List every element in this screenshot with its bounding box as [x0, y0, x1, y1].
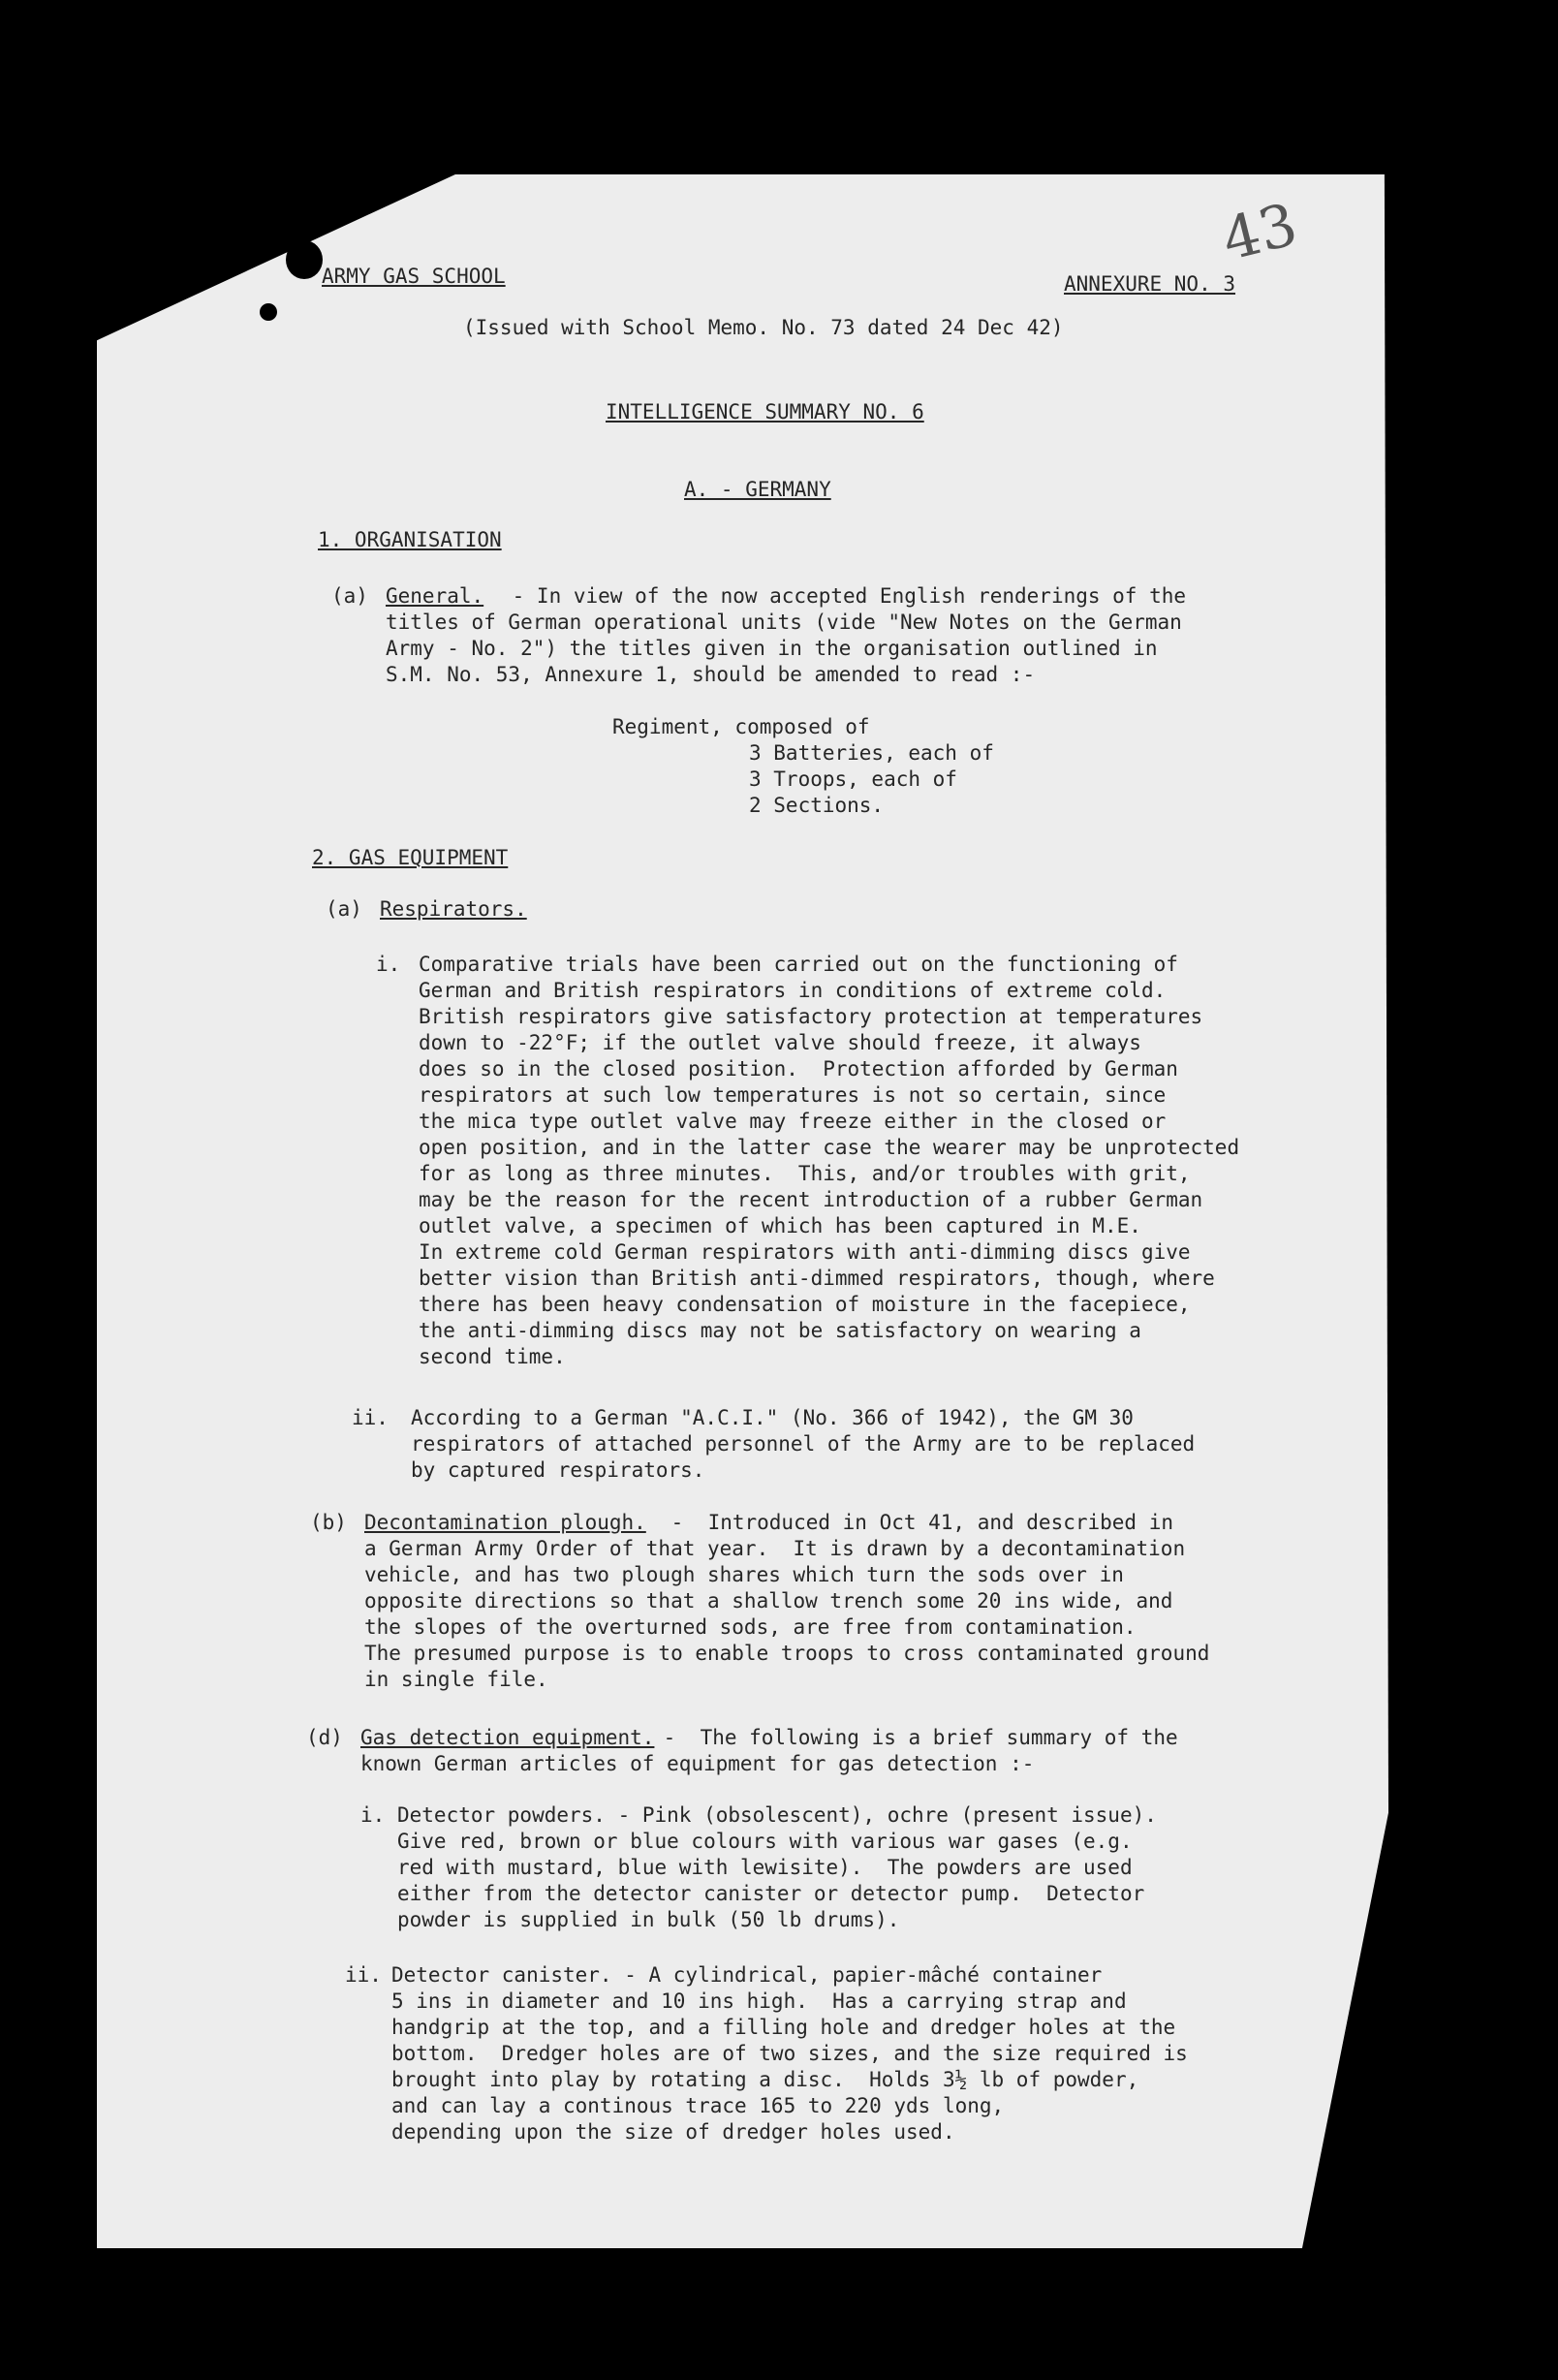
- issued-note: (Issued with School Memo. No. 73 dated 24 Dec 42): [463, 316, 1064, 339]
- para-line: Detector canister. - A cylindrical, papier-mâché container: [391, 1963, 1103, 1987]
- para-line: by captured respirators.: [411, 1458, 705, 1482]
- para-line: In extreme cold German respirators with anti-dimming discs give: [419, 1240, 1191, 1264]
- para-line: British respirators give satisfactory protection at temperatures: [419, 1005, 1203, 1028]
- para-line: red with mustard, blue with lewisite). The powders are used: [397, 1856, 1133, 1879]
- section-subtitle: A. - GERMANY: [684, 478, 831, 501]
- para-line: respirators at such low temperatures is not so certain, since: [419, 1083, 1167, 1107]
- para-line: second time.: [419, 1345, 566, 1368]
- item-number: i.: [376, 953, 401, 976]
- para-line: Army - No. 2") the titles given in the organisation outlined in: [386, 637, 1158, 660]
- header-right: ANNEXURE NO. 3: [1064, 272, 1236, 296]
- para-line: better vision than British anti-dimmed respirators, though, where: [419, 1267, 1215, 1290]
- para-line: Detector powders. - Pink (obsolescent), ochre (present issue).: [397, 1803, 1157, 1827]
- section-1-para-a-label: (a): [331, 584, 368, 608]
- para-line: According to a German "A.C.I." (No. 366 of 1942), the GM 30: [411, 1406, 1134, 1429]
- para-line: The presumed purpose is to enable troops to cross contaminated ground: [364, 1642, 1210, 1665]
- section-2-para-a-title: Respirators.: [380, 897, 527, 921]
- section-2-para-a-label: (a): [326, 897, 362, 921]
- structure-line: 2 Sections.: [749, 794, 885, 817]
- para-line: vehicle, and has two plough shares which turn the sods over in: [364, 1563, 1124, 1586]
- handwritten-page-number: 43: [1215, 190, 1304, 275]
- item-number: ii.: [352, 1406, 389, 1429]
- para-line: powder is supplied in bulk (50 lb drums).: [397, 1908, 900, 1931]
- structure-line: Regiment, composed of: [612, 715, 870, 738]
- para-line: either from the detector canister or detector pump. Detector: [397, 1882, 1145, 1905]
- para-line: and can lay a continous trace 165 to 220 yds long,: [391, 2094, 1005, 2117]
- section-2-para-b-title: Decontamination plough.: [364, 1511, 646, 1534]
- para-line: the anti-dimming discs may not be satisfactory on wearing a: [419, 1319, 1141, 1342]
- section-1-heading: 1. ORGANISATION: [318, 528, 502, 551]
- para-line: Comparative trials have been carried out on the functioning of: [419, 953, 1178, 976]
- document-title: INTELLIGENCE SUMMARY NO. 6: [606, 400, 924, 423]
- para-line: - The following is a brief summary of the: [651, 1726, 1178, 1749]
- para-line: does so in the closed position. Protection afforded by German: [419, 1057, 1178, 1080]
- para-line: titles of German operational units (vide "New Notes on the German: [386, 611, 1182, 634]
- para-line: bottom. Dredger holes are of two sizes, and the size required is: [391, 2042, 1188, 2065]
- item-number: ii.: [345, 1963, 382, 1987]
- para-line: the slopes of the overturned sods, are free from contamination.: [364, 1615, 1137, 1639]
- para-line: - Introduced in Oct 41, and described in: [659, 1511, 1174, 1534]
- para-line: the mica type outlet valve may freeze either in the closed or: [419, 1110, 1167, 1133]
- para-line: German and British respirators in conditions of extreme cold.: [419, 979, 1167, 1002]
- para-line: a German Army Order of that year. It is drawn by a decontamination: [364, 1537, 1186, 1560]
- header-left: ARMY GAS SCHOOL: [322, 265, 506, 288]
- para-line: depending upon the size of dredger holes used.: [391, 2120, 955, 2144]
- para-line: - In view of the now accepted English renderings of the: [500, 584, 1187, 608]
- para-line: 5 ins in diameter and 10 ins high. Has a carrying strap and: [391, 1989, 1127, 2013]
- para-line: opposite directions so that a shallow trench some 20 ins wide, and: [364, 1589, 1173, 1613]
- section-1-para-a-title: General.: [386, 584, 484, 608]
- para-line: handgrip at the top, and a filling hole and dredger holes at the: [391, 2016, 1176, 2039]
- section-2-para-d-title: Gas detection equipment.: [360, 1726, 655, 1749]
- para-line: for as long as three minutes. This, and/or troubles with grit,: [419, 1162, 1191, 1185]
- para-line: outlet valve, a specimen of which has been captured in M.E.: [419, 1214, 1141, 1237]
- para-line: down to -22°F; if the outlet valve should freeze, it always: [419, 1031, 1141, 1054]
- para-line: there has been heavy condensation of moisture in the facepiece,: [419, 1293, 1191, 1316]
- section-2-heading: 2. GAS EQUIPMENT: [312, 846, 509, 869]
- para-line: brought into play by rotating a disc. Holds 3½ lb of powder,: [391, 2068, 1139, 2091]
- section-2-para-d-label: (d): [306, 1726, 343, 1749]
- punch-hole: [260, 303, 277, 321]
- para-line: known German articles of equipment for gas detection :-: [360, 1752, 1035, 1775]
- para-line: Give red, brown or blue colours with various war gases (e.g.: [397, 1830, 1133, 1853]
- para-line: may be the reason for the recent introduction of a rubber German: [419, 1188, 1203, 1211]
- para-line: respirators of attached personnel of the Army are to be replaced: [411, 1432, 1196, 1456]
- item-number: i.: [360, 1803, 386, 1827]
- punch-hole: [286, 240, 323, 279]
- para-line: in single file.: [364, 1668, 548, 1691]
- structure-line: 3 Batteries, each of: [749, 741, 994, 765]
- para-line: S.M. No. 53, Annexure 1, should be amended to read :-: [386, 663, 1036, 686]
- section-2-para-b-label: (b): [310, 1511, 347, 1534]
- structure-line: 3 Troops, each of: [749, 767, 957, 791]
- para-line: open position, and in the latter case the wearer may be unprotected: [419, 1136, 1240, 1159]
